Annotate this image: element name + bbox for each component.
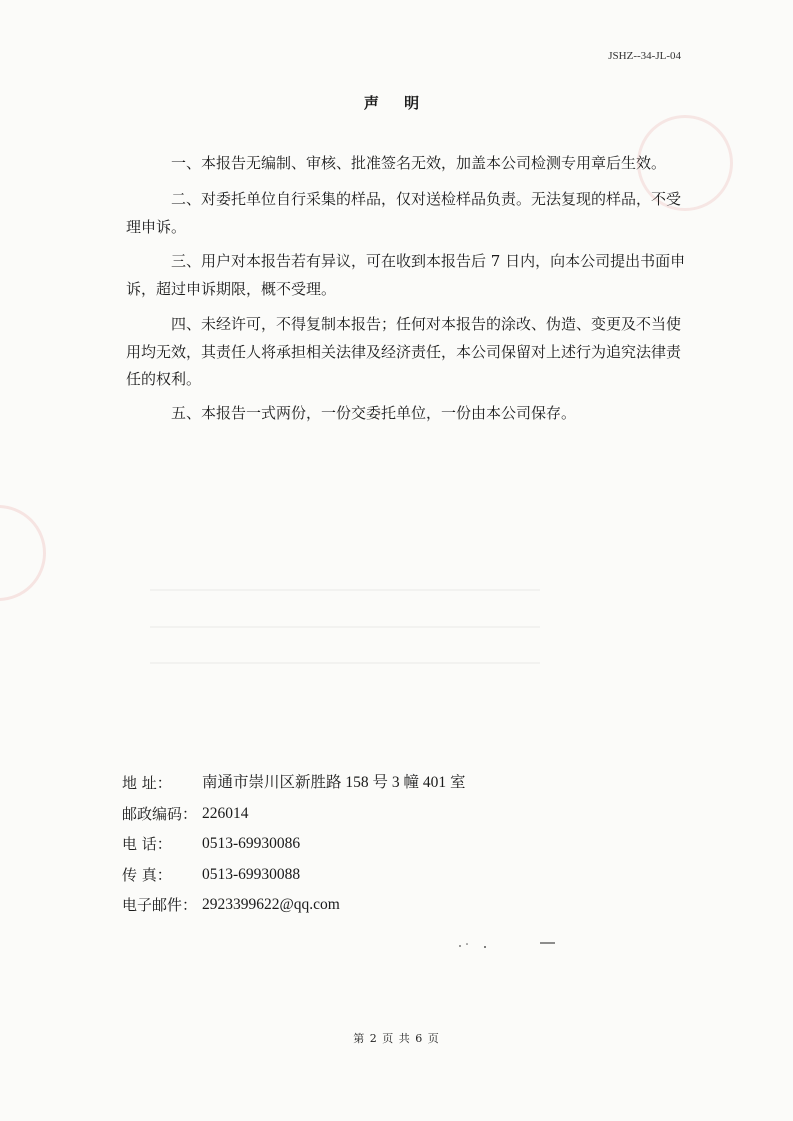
- address-value: 南通市崇川区新胜路 158 号 3 幢 401 室: [202, 774, 466, 791]
- statement-5: 五、本报告一式两份，一份交委托单位，一份由本公司保存。: [171, 404, 577, 422]
- postcode-value: 226014: [202, 804, 249, 822]
- faint-seal-edge: [0, 505, 46, 601]
- address-row: [122, 768, 466, 799]
- page-title: 声 明: [363, 94, 430, 112]
- fax-value: 0513-69930088: [202, 865, 301, 883]
- email-row: [122, 890, 466, 921]
- email-label: 电子邮件：: [122, 896, 198, 914]
- address-label: 地 址：: [122, 774, 172, 792]
- fax-row: [122, 860, 466, 891]
- phone-label: 电 话：: [122, 835, 172, 853]
- scan-specks: [455, 936, 565, 952]
- document-code: JSHZ--34-JL-04: [608, 50, 681, 62]
- phone-value: 0513-69930086: [202, 835, 301, 852]
- statement-1: 一、本报告无编制、审核、批准签名无效，加盖本公司检测专用章后生效。: [171, 154, 667, 172]
- contact-block: [122, 768, 466, 921]
- statement-4: 四、未经许可，不得复制本报告；任何对本报告的涂改、伪造、变更及不当使用均无效，其责任人将承担相关法律及经济责任，本公司保留对上述行为追究法律责任的权利。: [126, 315, 682, 388]
- postcode-row: [122, 799, 466, 830]
- page-footer: 第 2 页 共 6 页: [353, 1032, 440, 1045]
- phone-row: [122, 829, 466, 860]
- postcode-label: 邮政编码：: [122, 804, 198, 823]
- statement-2: 二、对委托单位自行采集的样品，仅对送检样品负责。无法复现的样品，不受理申诉。: [126, 190, 682, 236]
- statement-3: 三、用户对本报告若有异议，可在收到本报告后 7 日内，向本公司提出书面申诉，超过申诉期限，概不受理。: [126, 252, 686, 298]
- bleed-through-table: [150, 555, 690, 665]
- fax-label: 传 真：: [122, 865, 172, 884]
- email-value: 2923399622@qq.com: [202, 896, 340, 913]
